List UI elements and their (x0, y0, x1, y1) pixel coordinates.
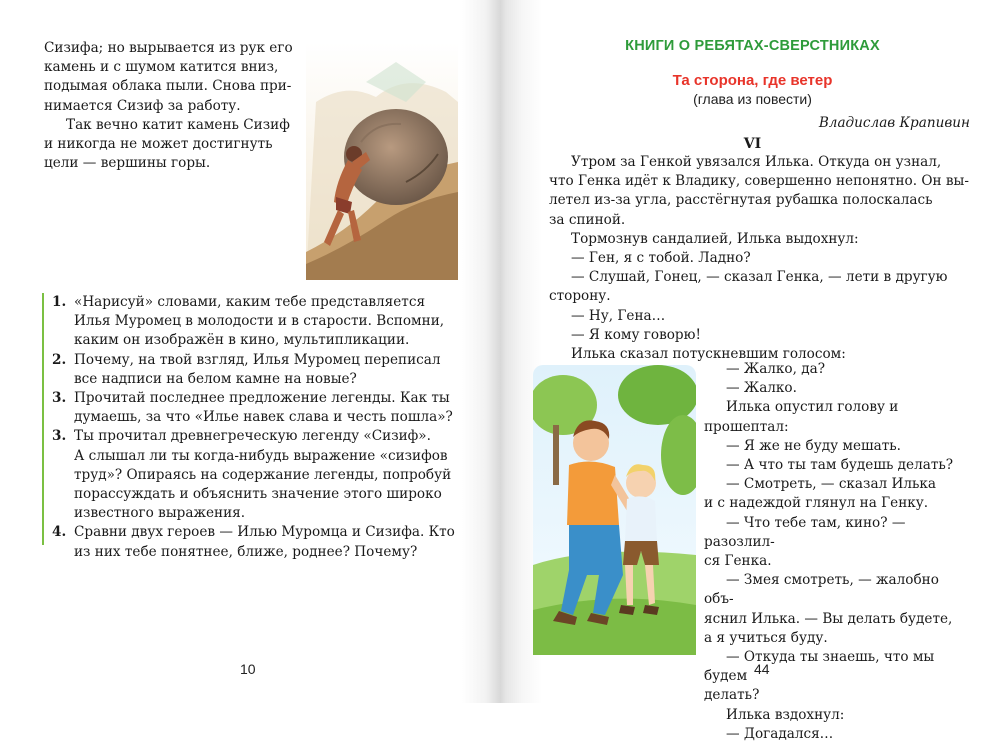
story-line: и с надеждой глянул на Генку. (704, 495, 929, 512)
question-line: Илья Муромец в молодости и в старости. Вспомни, (74, 313, 445, 330)
story-line: Тормознув сандалией, Илька выдохнул: (571, 230, 859, 247)
question-line: труд»? Опираясь на содержание легенды, попробуй (74, 466, 452, 483)
sisyphus-line: и никогда не может достигнуть (44, 136, 273, 153)
question-line: из них тебе понятнее, ближе, роднее? Почему? (74, 543, 418, 560)
right-page (505, 0, 1000, 742)
question-line: известного выражения. (74, 505, 246, 522)
question-line: порассуждать и объяснить значение этого широко (74, 486, 442, 503)
story-line: — Жалко. (726, 380, 797, 397)
story-line: — Я кому говорю! (571, 326, 701, 343)
story-line: яснил Илька. — Вы делать будете, (704, 610, 953, 627)
question-number: 3. (52, 428, 67, 445)
question-item (52, 427, 462, 523)
story-line: сторону. (549, 288, 611, 305)
questions-list (52, 293, 462, 562)
sisyphus-text (44, 39, 299, 173)
sisyphus-line: подымая облака пыли. Снова при- (44, 78, 292, 95)
sisyphus-line: нимается Сизиф за работу. (44, 97, 241, 114)
story-line: — Догадался… (726, 725, 834, 742)
question-item (52, 293, 462, 351)
questions-accent-bar (42, 293, 44, 545)
sisyphus-paragraph-2 (44, 116, 299, 174)
story-line: Утром за Генкой увязался Илька. Откуда он узнал, (571, 154, 942, 170)
question-line: А слышал ли ты когда-нибудь выражение «сизифов (74, 447, 448, 464)
sisyphus-line: камень и с шумом катится вниз, (44, 59, 279, 76)
question-line: думаешь, за что «Илье навек слава и честь пошла»? (74, 409, 453, 426)
question-number: 1. (52, 294, 67, 310)
sisyphus-paragraph-1 (44, 39, 299, 116)
story-line: — Ген, я с тобой. Ладно? (571, 250, 751, 267)
story-line: Илька сказал потускневшим голосом: (571, 346, 846, 363)
story-text (549, 153, 971, 364)
page-number-left: 10 (240, 661, 256, 677)
story-line: — Ну, Гена… (571, 307, 666, 324)
story-line: что Генка идёт к Владику, совершенно непонятно. Он вы- (549, 173, 969, 190)
story-line: — Жалко, да? (726, 361, 826, 377)
section-title: КНИГИ О РЕБЯТАХ-СВЕРСТНИКАХ (625, 38, 880, 54)
boys-illustration (533, 365, 696, 655)
question-line: Ты прочитал древнегреческую легенду «Сизиф». (74, 428, 431, 445)
story-subtitle: (глава из повести) (693, 91, 812, 107)
question-line: Почему, на твой взгляд, Илья Муромец переписал (74, 351, 441, 368)
story-text-continued (704, 360, 971, 744)
question-line: Сравни двух героев — Илью Муромца и Сизифа. Кто (74, 524, 455, 541)
sisyphus-line: цели — вершины горы. (44, 155, 211, 172)
question-line: «Нарисуй» словами, каким тебе представляется (74, 294, 426, 310)
story-line: а я учиться буду. (704, 629, 828, 646)
story-line: Илька опустил голову и прошептал: (704, 399, 899, 435)
story-line: — Змея смотреть, — жалобно объ- (704, 572, 939, 608)
question-line: каким он изображён в кино, мультипликации. (74, 332, 410, 349)
story-title: Та сторона, где ветер (672, 72, 833, 89)
story-line: — А что ты там будешь делать? (726, 457, 954, 474)
question-item (52, 351, 462, 389)
question-item (52, 523, 462, 561)
question-number: 4. (52, 524, 67, 541)
question-item (52, 389, 462, 427)
sisyphus-line: Так вечно катит камень Сизиф (66, 116, 290, 133)
story-line: — Я же не буду мешать. (726, 437, 901, 454)
story-line: — Откуда ты знаешь, что мы будем (704, 649, 935, 685)
sisyphus-line: Сизифа; но вырывается из рук его (44, 40, 293, 56)
story-line: ся Генка. (704, 553, 772, 570)
story-line: делать? (704, 687, 760, 704)
question-line: Прочитай последнее предложение легенды. Как ты (74, 390, 450, 407)
story-line: — Смотреть, — сказал Илька (726, 476, 936, 493)
chapter-number: VI (743, 136, 762, 152)
question-number: 2. (52, 351, 67, 368)
story-line: летел из-за угла, расстёгнутая рубашка полоскалась (549, 192, 933, 209)
story-line: — Что тебе там, кино? — разозлил- (704, 514, 906, 550)
question-line: все надписи на белом камне на новые? (74, 370, 357, 387)
author-name: Владислав Крапивин (818, 115, 970, 131)
story-line: Илька вздохнул: (726, 706, 845, 723)
sisyphus-illustration (306, 42, 458, 280)
story-line: за спиной. (549, 211, 626, 228)
question-number: 3. (52, 390, 67, 407)
story-line: — Слушай, Гонец, — сказал Генка, — лети в другую (571, 269, 948, 286)
left-page (0, 0, 495, 703)
page-number-right: 44 (754, 661, 770, 677)
